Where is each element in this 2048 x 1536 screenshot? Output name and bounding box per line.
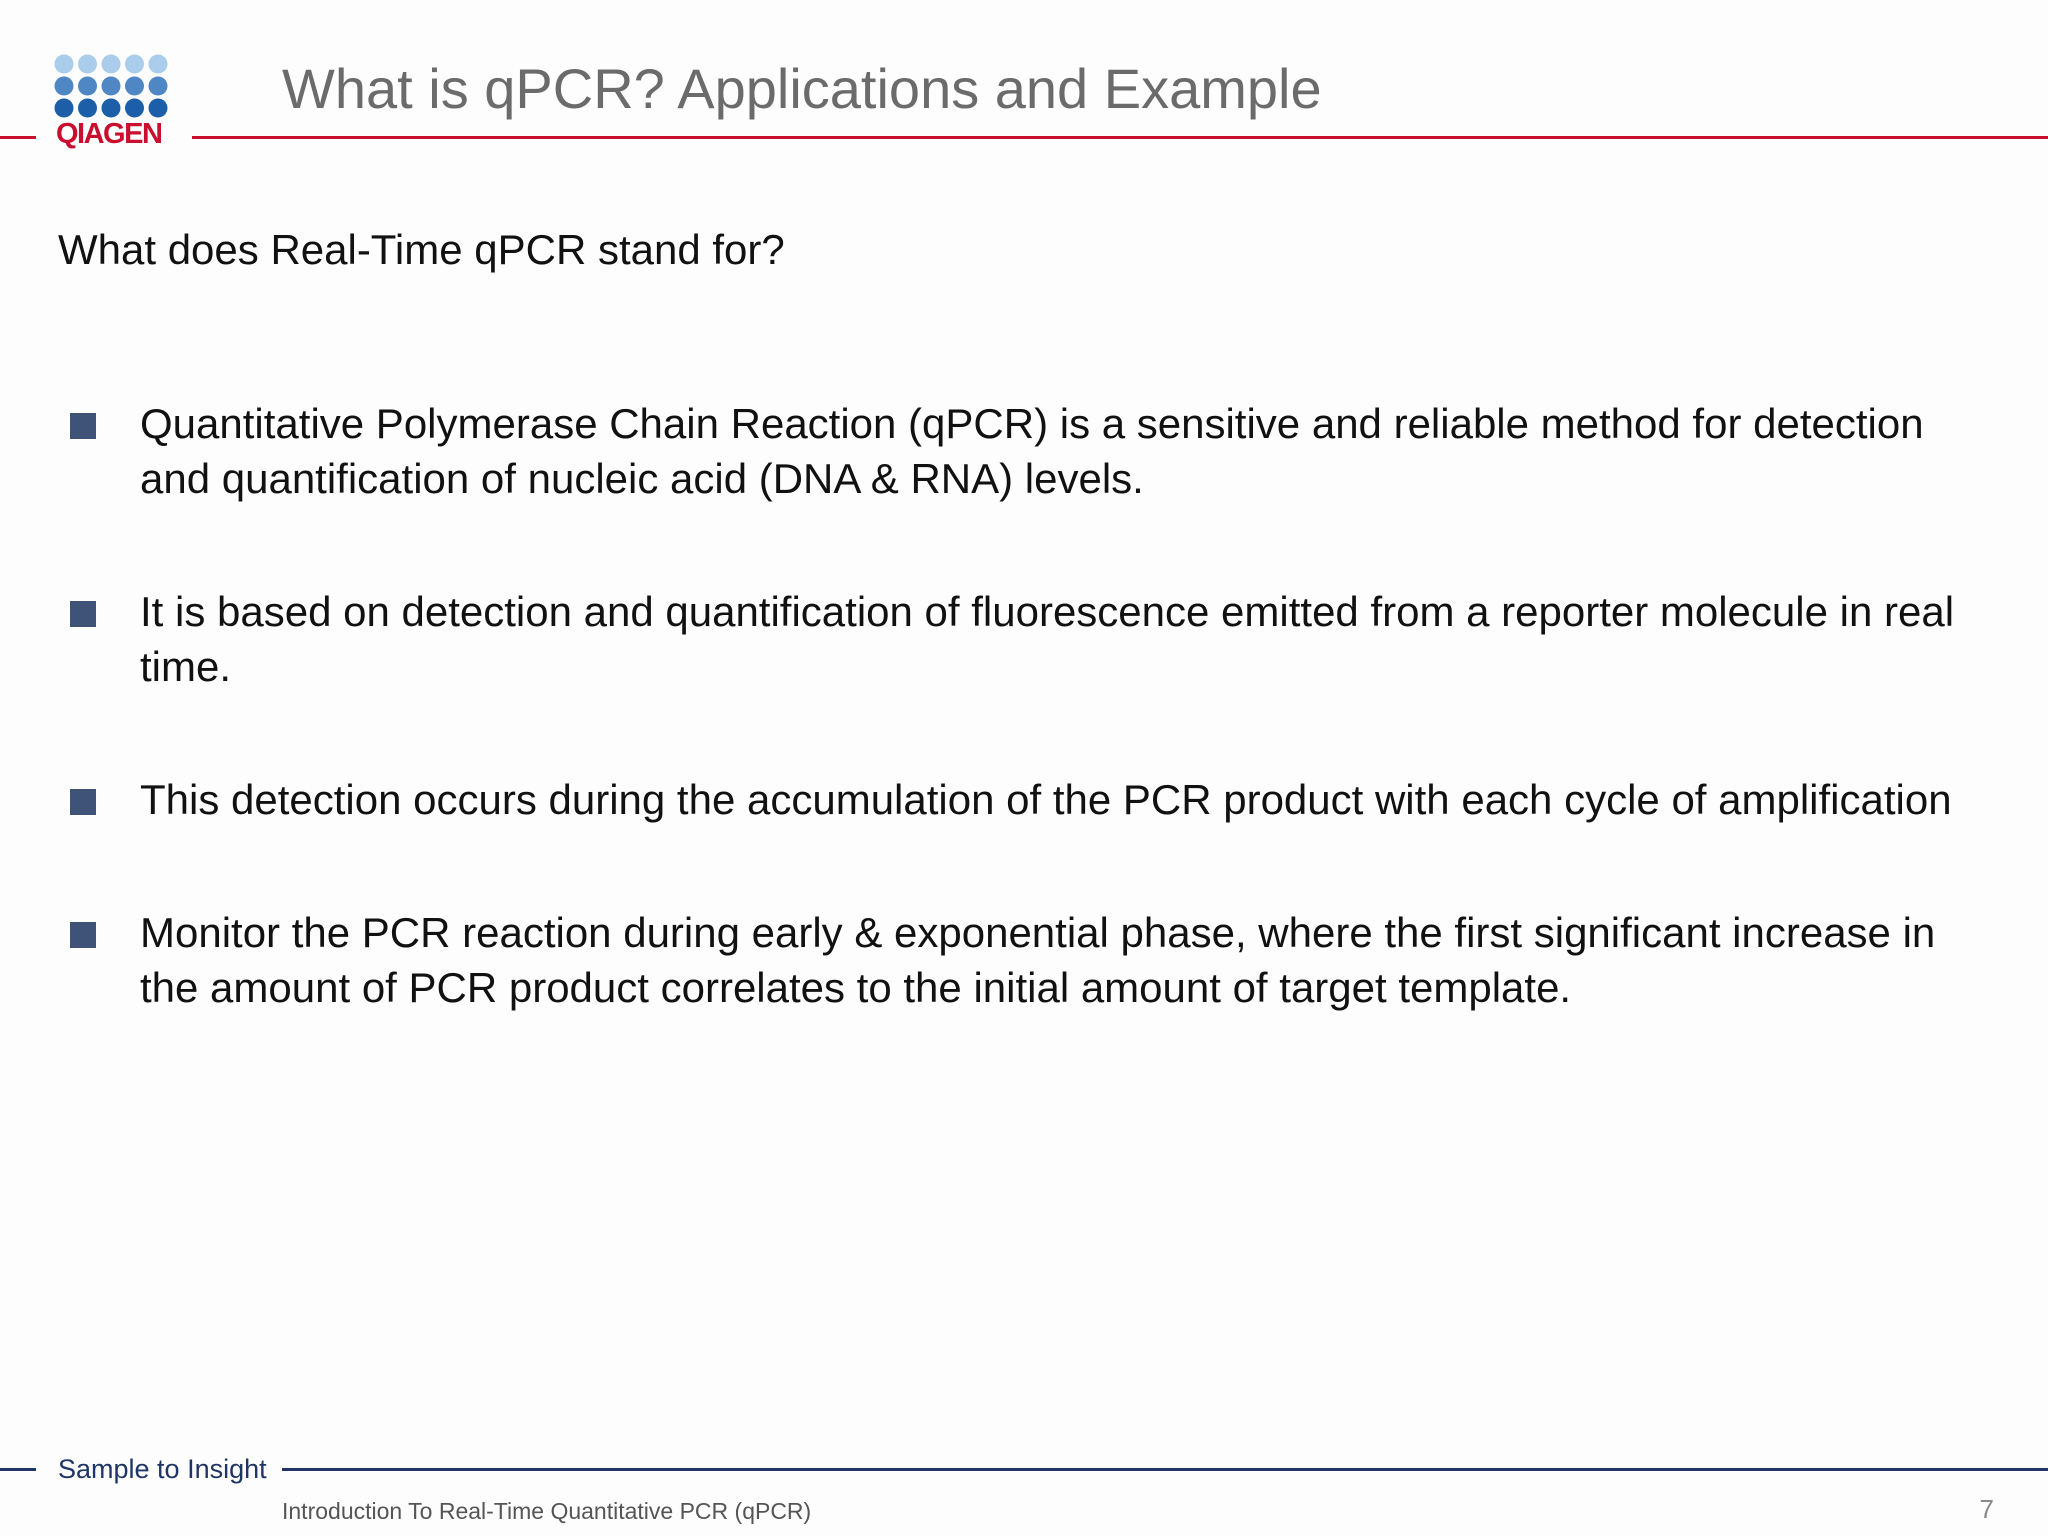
list-item [68,396,1998,506]
bullet-list [68,396,1998,1093]
logo-dot [149,99,168,118]
question-heading: What does Real-Time qPCR stand for? [58,226,785,273]
logo-dot [149,55,168,74]
list-item [68,772,1998,827]
logo-dot [78,77,97,96]
logo-dot [78,99,97,118]
footer-course-title: Introduction To Real-Time Quantitative PCR (qPCR) [282,1498,812,1524]
bullet-text: Quantitative Polymerase Chain Reaction (qPCR) is a sensitive and reliable method for detection and quantification of nucleic acid (DNA & RNA) levels. [140,400,1924,502]
logo-dot [55,55,74,74]
logo-dot [102,99,121,118]
bullet-text: It is based on detection and quantification of fluorescence emitted from a reporter molecule in real time. [140,588,1955,690]
header-rule [192,136,2048,139]
footer-rule [282,1468,2048,1471]
logo-dot [125,77,144,96]
square-bullet-icon [70,789,96,815]
square-bullet-icon [70,922,96,948]
logo-dot [78,55,97,74]
footer-rule-left [0,1468,36,1471]
logo-wordmark: QIAGEN [56,118,162,150]
qiagen-logo [54,54,184,154]
list-item [68,584,1998,694]
bullet-text: Monitor the PCR reaction during early & exponential phase, where the first significant increase in the amount of PCR product correlates to the initial amount of target template. [140,909,1936,1011]
logo-dot [102,77,121,96]
logo-dot [55,77,74,96]
square-bullet-icon [70,413,96,439]
page-number: 7 [1979,1494,1994,1524]
footer-tagline: Sample to Insight [58,1454,267,1484]
list-item [68,905,1998,1015]
logo-dot [102,55,121,74]
logo-dot [149,77,168,96]
square-bullet-icon [70,601,96,627]
header-rule-left [0,136,36,139]
logo-dot [125,55,144,74]
page-title: What is qPCR? Applications and Example [282,57,1322,120]
dot-grid-icon [54,54,178,120]
logo-dot [125,99,144,118]
bullet-text: This detection occurs during the accumulation of the PCR product with each cycle of amplification [140,776,1952,823]
logo-dot [55,99,74,118]
